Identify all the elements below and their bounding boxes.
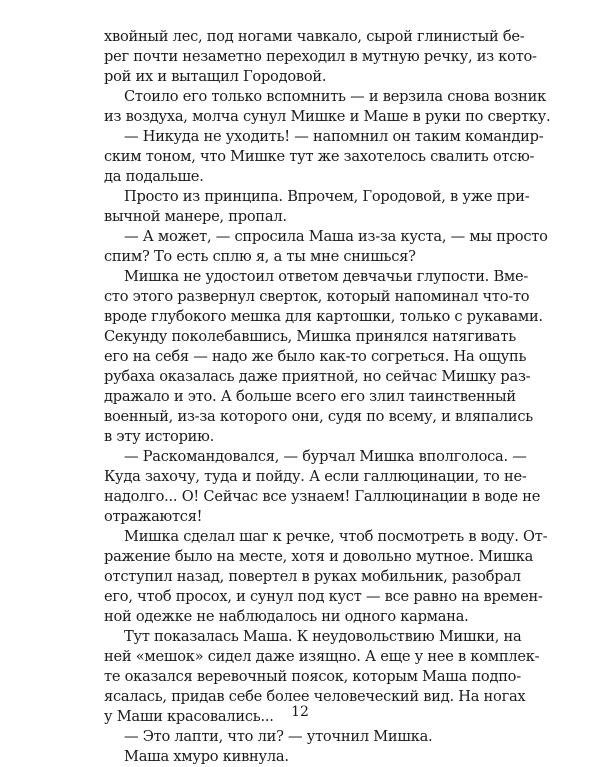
- text-line: отражаются!: [104, 508, 203, 525]
- text-line: — Раскомандовался, — бурчал Мишка вполголоса. —: [124, 448, 527, 465]
- text-line: сто этого развернул сверток, который напоминал что-то: [104, 288, 530, 305]
- text-line: — А может, — спросила Маша из-за куста, — мы просто: [124, 228, 548, 245]
- text-line: — Это лапти, что ли? — уточнил Мишка.: [124, 728, 433, 745]
- text-line: Куда захочу, туда и пойду. А если галлюцинации, то не-: [104, 468, 527, 485]
- text-line: — Никуда не уходить! — напомнил он таким командир-: [124, 128, 544, 145]
- text-line: рег почти незаметно переходил в мутную речку, из кото-: [104, 48, 537, 65]
- text-line: да подальше.: [104, 168, 204, 185]
- text-line: в эту историю.: [104, 428, 215, 445]
- text-line: хвойный лес, под ногами чавкало, сырой глинистый бе-: [104, 28, 525, 45]
- text-line: вроде глубокого мешка для картошки, только с рукавами.: [104, 308, 543, 325]
- text-line: вычной манере, пропал.: [104, 208, 287, 225]
- text-line: из воздуха, молча сунул Мишке и Маше в руки по свертку.: [104, 108, 551, 125]
- text-line: Секунду поколебавшись, Мишка принялся натягивать: [104, 328, 516, 345]
- text-line: Просто из принципа. Впрочем, Городовой, в уже при-: [124, 188, 530, 205]
- text-line: Стоило его только вспомнить — и верзила снова возник: [124, 88, 547, 105]
- text-line: ной одежке не наблюдалось ни одного кармана.: [104, 608, 469, 625]
- text-line: Мишка сделал шаг к речке, чтоб посмотреть в воду. От-: [124, 528, 548, 545]
- text-line: надолго... О! Сейчас все узнаем! Галлюцинации в воде не: [104, 488, 541, 505]
- text-line: ясалась, придав себе более человеческий вид. На ногах: [104, 688, 526, 705]
- text-line: у Маши красовались...: [104, 708, 274, 725]
- text-line: ражение было на месте, хотя и довольно мутное. Мишка: [104, 548, 534, 565]
- text-line: спим? То есть сплю я, а ты мне снишься?: [104, 248, 416, 265]
- text-line: Маша хмуро кивнула.: [124, 748, 289, 765]
- text-line: рубаха оказалась даже приятной, но сейчас Мишку раз-: [104, 368, 531, 385]
- text-line: ней «мешок» сидел даже изящно. А еще у нее в комплек-: [104, 648, 540, 665]
- text-line: его, чтоб просох, и сунул под куст — все равно на времен-: [104, 588, 543, 605]
- text-line: военный, из-за которого они, судя по всему, и вляпались: [104, 408, 533, 425]
- page-number: 12: [291, 704, 309, 720]
- text-line: рой их и вытащил Городовой.: [104, 68, 327, 85]
- text-line: его на себя — надо же было как-то согреться. На ощупь: [104, 348, 527, 365]
- text-line: отступил назад, повертел в руках мобильник, разобрал: [104, 568, 521, 585]
- body-text: [104, 27, 551, 767]
- text-line: дражало и это. А больше всего его злил таинственный: [104, 388, 516, 405]
- text-line: Мишка не удостоил ответом девчачьи глупости. Вме-: [124, 268, 529, 285]
- text-line: те оказался веревочный поясок, которым Маша подпо-: [104, 668, 521, 685]
- text-line: Тут показалась Маша. К неудовольствию Мишки, на: [124, 628, 522, 645]
- text-line: ским тоном, что Мишке тут же захотелось свалить отсю-: [104, 148, 535, 165]
